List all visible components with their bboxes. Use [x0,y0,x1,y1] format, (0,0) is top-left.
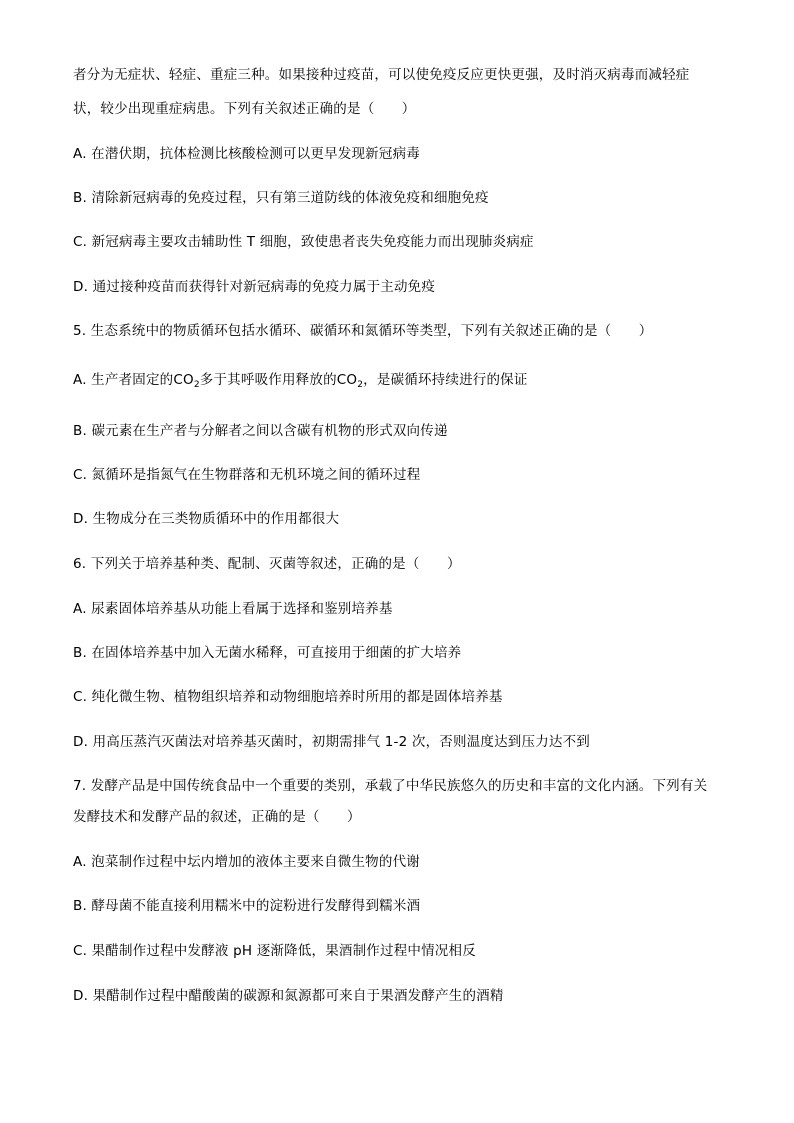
question-7-stem-line-2: 发酵技术和发酵产品的叙述，正确的是（ ） [73,809,361,825]
question-4-option-a: A. 在潜伏期，抗体检测比核酸检测可以更早发现新冠病毒 [73,146,420,162]
question-7-option-b: B. 酵母菌不能直接利用糯米中的淀粉进行发酵得到糯米酒 [73,898,421,914]
question-5-option-a [73,371,528,389]
question-6-option-b: B. 在固体培养基中加入无菌水稀释，可直接用于细菌的扩大培养 [73,645,462,661]
question-4-stem-line-2: 状，较少出现重症病患。下列有关叙述正确的是（ ） [73,101,416,117]
question-6-option-d: D. 用高压蒸汽灭菌法对培养基灭菌时，初期需排气 1-2 次，否则温度达到压力达不到 [73,734,591,750]
question-5-option-b: B. 碳元素在生产者与分解者之间以含碳有机物的形式双向传递 [73,423,448,439]
question-5-option-a-pre: A. 生产者固定的CO [73,372,194,388]
question-4-option-c: C. 新冠病毒主要攻击辅助性 T 细胞，致使患者丧失免疫能力而出现肺炎病症 [73,234,534,250]
question-5-stem: 5. 生态系统中的物质循环包括水循环、碳循环和氮循环等类型，下列有关叙述正确的是（ ） [73,323,653,339]
co2-subscript: 2 [357,380,364,390]
question-7-stem-line-1: 7. 发酵产品是中国传统食品中一个重要的类别，承载了中华民族悠久的历史和丰富的文化内涵。下列有关 [73,778,708,794]
question-4-stem-line-1: 者分为无症状、轻症、重症三种。如果接种过疫苗，可以使免疫反应更快更强，及时消灭病毒而减轻症 [73,67,690,83]
question-6-stem: 6. 下列关于培养基种类、配制、灭菌等叙述，正确的是（ ） [73,556,461,572]
question-7-option-c: C. 果醋制作过程中发酵液 pH 逐渐降低，果酒制作过程中情况相反 [73,943,476,959]
question-7-option-a: A. 泡菜制作过程中坛内增加的液体主要来自微生物的代谢 [73,854,420,870]
question-6-option-a: A. 尿素固体培养基从功能上看属于选择和鉴别培养基 [73,601,393,617]
question-5-option-a-mid: 多于其呼吸作用释放的CO [199,372,358,388]
question-5-option-d: D. 生物成分在三类物质循环中的作用都很大 [73,511,340,527]
question-6-option-c: C. 纯化微生物、植物组织培养和动物细胞培养时所用的都是固体培养基 [73,689,503,705]
question-5-option-a-post: ，是碳循环持续进行的保证 [363,372,528,388]
co2-subscript: 2 [193,380,200,390]
question-7-option-d: D. 果醋制作过程中醋酸菌的碳源和氮源都可来自于果酒发酵产生的酒精 [73,988,504,1004]
question-4-option-b: B. 清除新冠病毒的免疫过程，只有第三道防线的体液免疫和细胞免疫 [73,190,489,206]
question-5-option-c: C. 氮循环是指氮气在生物群落和无机环境之间的循环过程 [73,467,421,483]
question-4-option-d: D. 通过接种疫苗而获得针对新冠病毒的免疫力属于主动免疫 [73,279,436,295]
